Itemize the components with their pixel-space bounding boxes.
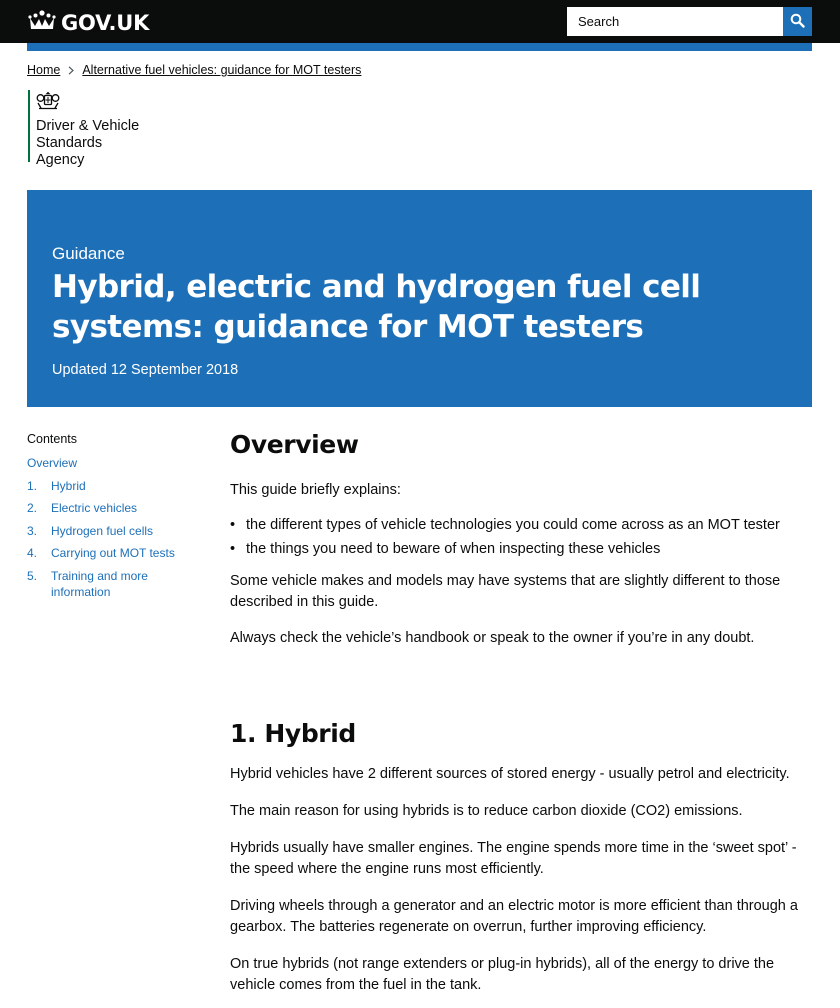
- contents-link-carrying-out-mot-tests[interactable]: Carrying out MOT tests: [51, 546, 175, 560]
- contents-title: Contents: [27, 432, 78, 446]
- overview-bullet-list: [230, 515, 815, 560]
- search-input[interactable]: [567, 7, 783, 36]
- contents-link-hybrid[interactable]: Hybrid: [51, 478, 86, 493]
- document-type: Guidance: [52, 244, 125, 263]
- hybrid-paragraph: Hybrid vehicles have 2 different sources of stored energy - usually petrol and electricity.: [230, 766, 790, 782]
- breadcrumb: [27, 63, 361, 77]
- contents-link-training[interactable]: Training and more information: [51, 568, 148, 599]
- page-title: Hybrid, electric and hydrogen fuel cell systems: guidance for MOT testers: [52, 269, 701, 345]
- list-item-text: the different types of vehicle technologies you could come across as an MOT tester: [246, 517, 780, 533]
- search-icon: [790, 13, 805, 31]
- contents-item-training: [27, 568, 207, 600]
- organisation-name-line-1: Driver & Vehicle: [36, 118, 140, 134]
- contents-item-hybrid: [27, 478, 207, 494]
- contents-item-hydrogen-fuel-cells: [27, 523, 207, 539]
- updated-date: Updated 12 September 2018: [52, 362, 239, 378]
- hybrid-heading: 1. Hybrid: [230, 719, 356, 748]
- search-button[interactable]: [783, 7, 812, 36]
- contents-number: 5.: [27, 568, 38, 583]
- govuk-logo-link[interactable]: [27, 8, 149, 37]
- contents-item-overview: [27, 455, 207, 471]
- hybrid-paragraph: On true hybrids (not range extenders or plug-in hybrids), all of the energy to drive the vehicle comes from the fuel in the tank.: [230, 956, 775, 993]
- contents-item-carrying-out-mot-tests: [27, 545, 207, 561]
- contents-nav: [27, 432, 207, 606]
- contents-item-electric-vehicles: [27, 500, 207, 516]
- contents-link-electric-vehicles[interactable]: Electric vehicles: [51, 501, 138, 515]
- list-item-text: the things you need to beware of when inspecting these vehicles: [246, 541, 661, 557]
- crown-icon: [27, 8, 57, 37]
- list-item: [230, 515, 815, 536]
- header-blue-bar: [27, 43, 812, 51]
- overview-paragraph: Always check the vehicle’s handbook or speak to the owner if you’re in any doubt.: [230, 630, 755, 646]
- contents-link-hydrogen-fuel-cells[interactable]: Hydrogen fuel cells: [51, 523, 154, 538]
- logo-text: GOV.UK: [61, 10, 150, 35]
- overview-paragraph: Some vehicle makes and models may have systems that are slightly different to those described in this guide.: [230, 573, 781, 610]
- contents-number: 1.: [27, 478, 38, 493]
- site-header: [0, 0, 840, 43]
- bullet-icon: •: [230, 517, 236, 533]
- contents-number: 2.: [27, 501, 38, 515]
- overview-intro: This guide briefly explains:: [230, 482, 401, 498]
- organisation-name-line-3: Agency: [36, 152, 85, 168]
- hybrid-paragraph: Driving wheels through a generator and an electric motor is more efficient than through a gearbox. The batteries regenerate on overrun, further improving efficiency.: [230, 898, 798, 935]
- breadcrumb-parent-link[interactable]: Alternative fuel vehicles: guidance for MOT testers: [82, 63, 362, 77]
- search-form: [567, 7, 812, 36]
- contents-number: 4.: [27, 546, 38, 560]
- organisation-logo[interactable]: [28, 90, 140, 168]
- hybrid-paragraph: The main reason for using hybrids is to reduce carbon dioxide (CO2) emissions.: [230, 803, 743, 819]
- main-content: [230, 428, 815, 996]
- contents-number: 3.: [27, 523, 38, 538]
- hybrid-paragraph: Hybrids usually have smaller engines. The engine spends more time in the ‘sweet spot’ - the speed where the engine runs most efficiently.: [230, 840, 797, 877]
- organisation-name-line-2: Standards: [36, 135, 103, 151]
- royal-crest-icon: [36, 91, 139, 115]
- contents-list: [27, 455, 207, 600]
- contents-link-overview[interactable]: Overview: [27, 456, 78, 470]
- breadcrumb-home-link[interactable]: Home: [27, 63, 61, 77]
- title-banner: [27, 190, 812, 407]
- chevron-right-icon: [68, 66, 74, 75]
- overview-heading: Overview: [230, 430, 359, 459]
- bullet-icon: •: [230, 541, 236, 557]
- list-item: [230, 539, 815, 560]
